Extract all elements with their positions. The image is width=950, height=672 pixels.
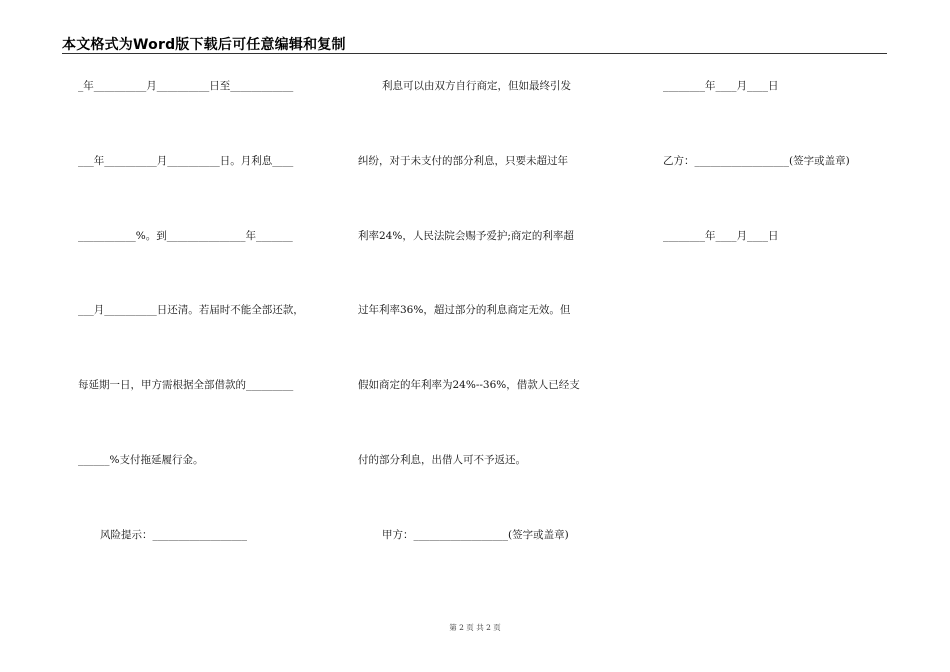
left-line-4: ___月__________日还清。若届时不能全部还款， [78,304,304,316]
middle-line-6: 付的部分利息，出借人可不予返还。 [358,454,526,466]
middle-line-4: 过年利率36%，超过部分的利息商定无效。但 [358,304,571,316]
left-line-6: ______%支付拖延履行金。 [78,454,204,466]
party-b-date-line: ________年____月____日 [663,230,779,242]
left-line-3: ___________%。到_______________年_______ [78,230,293,242]
middle-line-3: 利率24%，人民法院会赐予爱护;商定的利率超 [358,230,574,242]
party-a-signature-line: 甲方：__________________(签字或盖章) [382,529,569,541]
left-line-2: ___年__________月__________日。月利息____ [78,155,294,167]
middle-line-5: 假如商定的年利率为24%--36%，借款人已经支 [358,379,580,391]
document-header-title: 本文格式为Word版下载后可任意编辑和复制 [62,37,346,53]
header-divider [62,53,887,54]
middle-line-2: 纠纷，对于未支付的部分利息，只要未超过年 [358,155,568,167]
risk-warning-line: 风险提示：__________________ [100,529,247,541]
party-b-signature-line: 乙方：__________________(签字或盖章) [663,155,850,167]
middle-line-1: 利息可以由双方自行商定，但如最终引发 [382,80,571,92]
left-line-5: 每延期一日，甲方需根据全部借款的_________ [78,379,294,391]
page-number-footer: 第 2 页 共 2 页 [449,623,501,632]
party-a-date-line: ________年____月____日 [663,80,779,92]
left-line-1: _年__________月__________日至____________ [78,80,294,92]
